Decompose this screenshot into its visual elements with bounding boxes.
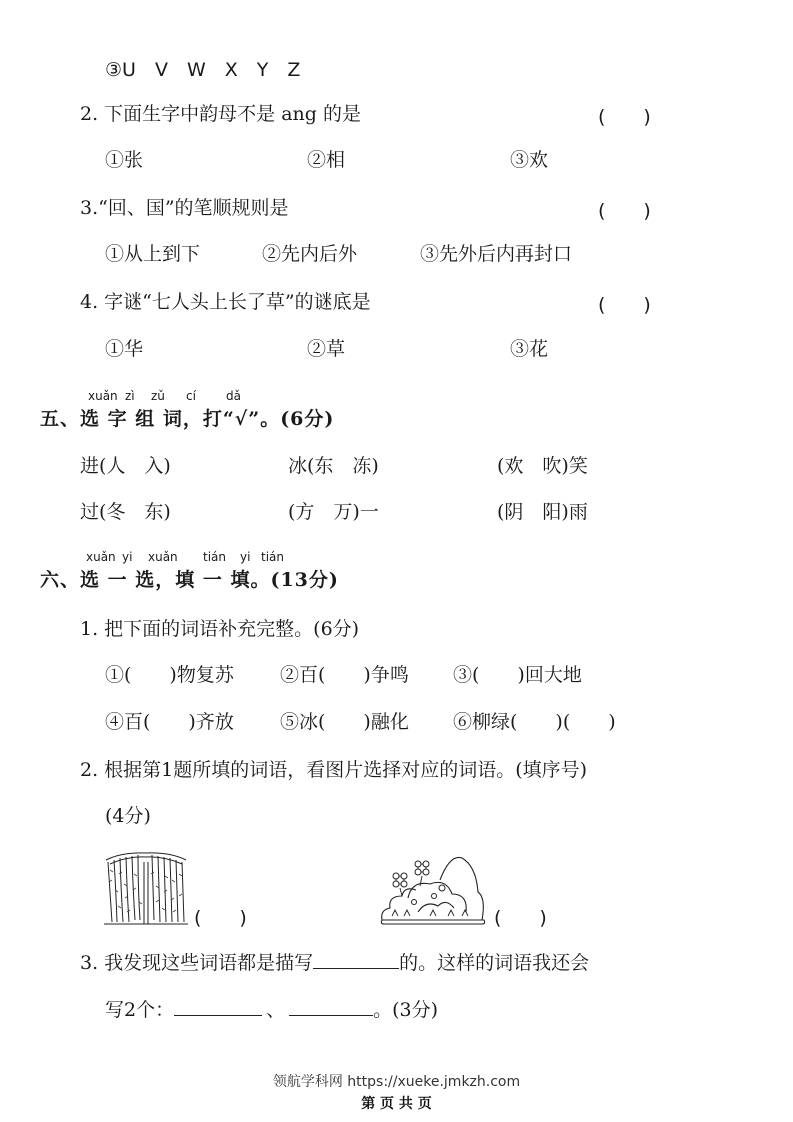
q2-option-3: ③欢 (510, 149, 549, 171)
section6-q1-item-4: ④百( )齐放 (105, 711, 234, 733)
section6-pinyin-4: tián (203, 550, 226, 564)
q3-answer-paren: ( ) (598, 200, 651, 222)
picture-1-answer-paren: ( ) (194, 907, 247, 929)
section5-pinyin-2: zì (125, 389, 135, 403)
section6-pinyin-6: tián (261, 550, 284, 564)
section6-q1-item-3: ③( )回大地 (453, 664, 582, 686)
section5-pinyin-5: dǎ (226, 389, 241, 403)
section6-title: 六、选 一 选，填 一 填。(13分) (40, 569, 339, 591)
section6-pinyin-2: yi (122, 550, 133, 564)
section6-q1-title: 1. 把下面的词语补充完整。(6分) (80, 618, 360, 640)
q4-option-1: ①华 (105, 338, 144, 360)
q2-option-1: ①张 (105, 149, 144, 171)
section5-item-2: 冰(东 冻) (288, 455, 379, 477)
section5-item-4: 过(冬 东) (80, 501, 171, 523)
section5-item-1: 进(人 入) (80, 455, 171, 477)
section6-q3-line1-end: 的。这样的词语我还会 (399, 952, 590, 974)
section5-item-6: (阴 阳)雨 (497, 501, 588, 523)
picture-2-answer-paren: ( ) (494, 907, 547, 929)
section6-q3-line2 (105, 997, 438, 1022)
section6-pinyin-5: yi (240, 550, 251, 564)
section6-q3-blank-2[interactable] (174, 997, 262, 1016)
q3-option-3: ③先外后内再封口 (420, 243, 573, 265)
section6-q3-line1 (80, 950, 589, 975)
section6-q3-blank-1[interactable] (313, 950, 399, 969)
section6-q3-line2-end: 。(3分) (373, 999, 439, 1021)
section5-pinyin-1: xuǎn (88, 389, 118, 403)
section5-item-3: (欢 吹)笑 (497, 455, 588, 477)
q2-text: 2. 下面生字中韵母不是 ang 的是 (80, 103, 361, 125)
q3-option-2: ②先内后外 (262, 243, 358, 265)
willow-tree-picture (102, 850, 190, 928)
section6-pinyin-3: xuǎn (148, 550, 178, 564)
q1-option-3: ③U V W X Y Z (105, 59, 301, 81)
section6-q2-score: (4分) (105, 805, 151, 827)
section5-item-5: (方 万)一 (288, 501, 379, 523)
section6-pinyin-1: xuǎn (86, 550, 116, 564)
section6-q1-item-6: ⑥柳绿( )( ) (453, 711, 616, 733)
q3-text: 3.“回、国”的笔顺规则是 (80, 197, 289, 219)
section6-q1-item-2: ②百( )争鸣 (280, 664, 409, 686)
section6-q3-line1-start: 3. 我发现这些词语都是描写 (80, 952, 314, 974)
q2-option-2: ②相 (307, 149, 346, 171)
section5-title: 五、选 字 组 词，打“√”。(6分) (40, 408, 335, 430)
section5-pinyin-4: cí (186, 389, 196, 403)
section6-q2-title: 2. 根据第1题所填的词语，看图片选择对应的词语。(填序号) (80, 759, 588, 781)
section6-q3-line2-start: 写2个： (105, 999, 175, 1021)
section6-q3-separator: 、 (266, 999, 286, 1021)
q3-option-1: ①从上到下 (105, 243, 201, 265)
flowers-picture (378, 850, 488, 926)
section6-q1-item-5: ⑤冰( )融化 (280, 711, 409, 733)
q2-answer-paren: ( ) (598, 106, 651, 128)
section6-q3-blank-3[interactable] (289, 997, 373, 1016)
q4-text: 4. 字谜“七人头上长了草”的谜底是 (80, 291, 371, 313)
section5-pinyin-3: zǔ (151, 389, 165, 403)
footer-site: 领航学科网 https://xueke.jmkzh.com (272, 1074, 521, 1090)
section6-q1-item-1: ①( )物复苏 (105, 664, 234, 686)
q4-answer-paren: ( ) (598, 294, 651, 316)
q4-option-2: ②草 (307, 338, 346, 360)
q4-option-3: ③花 (510, 338, 549, 360)
footer-page: 第 页 共 页 (361, 1096, 432, 1112)
